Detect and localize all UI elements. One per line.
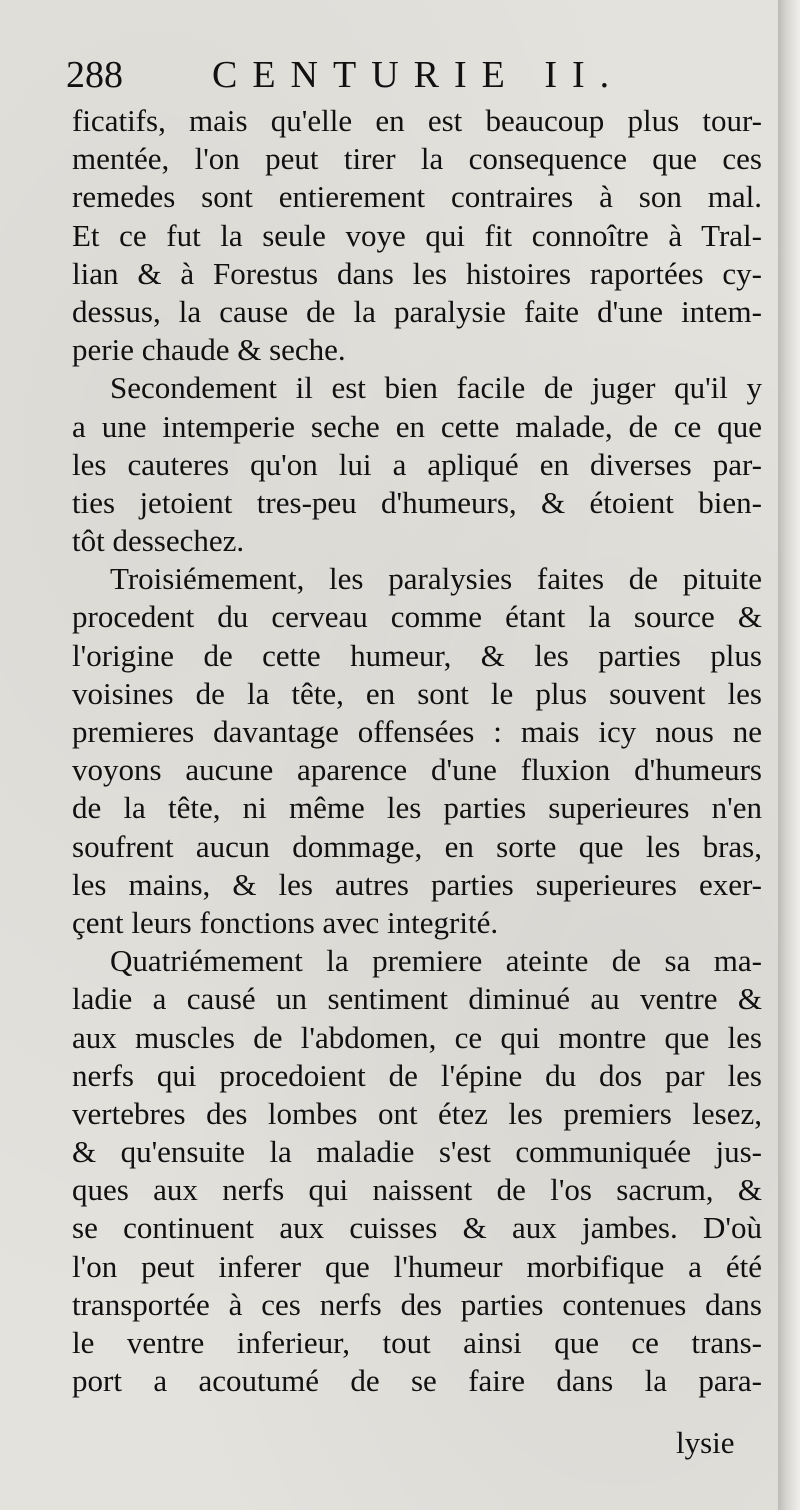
page-number: 288: [66, 54, 123, 96]
paragraph-start-line: Secondement il est bien facile de juger qu'il y: [110, 370, 762, 406]
text-line: aux muscles de l'abdomen, ce qui montre que les: [72, 1019, 762, 1055]
text-line: premieres davantage offensées : mais icy nous ne: [72, 714, 762, 749]
text-line: ladie a causé un sentiment diminué au ventre &: [72, 981, 762, 1017]
text-line: transportée à ces nerfs des parties contenues dans: [72, 1286, 762, 1322]
text-line: mentée, l'on peut tirer la consequence que ces: [72, 141, 762, 177]
text-line: ties jetoient tres-peu d'humeurs, & étoient bien-: [72, 484, 762, 520]
text-line: ques aux nerfs qui naissent de l'os sacrum, &: [72, 1172, 762, 1208]
page-header: [66, 52, 766, 98]
text-line: remedes sont entierement contraires à son mal.: [72, 179, 762, 215]
text-line: soufrent aucun dommage, en sorte que les bras,: [72, 828, 762, 864]
body-text: [72, 102, 762, 1400]
text-line: l'origine de cette humeur, & les parties plus: [72, 637, 762, 673]
text-line: les cauteres qu'on lui a apliqué en diverses par-: [72, 446, 762, 482]
text-line: perie chaude & seche.: [72, 332, 346, 368]
text-line: ficatifs, mais qu'elle en est beaucoup plus tour-: [72, 103, 762, 138]
paragraph-start-line: Troisiémement, les paralysies faites de pituite: [110, 561, 762, 597]
text-line: a une intemperie seche en cette malade, de ce que: [72, 408, 762, 444]
paragraph-start-line: Quatriémement la premiere ateinte de sa ma-: [110, 943, 762, 979]
text-line: vertebres des lombes ont étez les premiers lesez,: [72, 1095, 762, 1131]
text-line: l'on peut inferer que l'humeur morbifique a été: [72, 1248, 762, 1284]
running-title: CENTURIE II.: [212, 54, 625, 96]
text-line: voisines de la tête, en sont le plus souvent les: [72, 675, 762, 711]
text-line: nerfs qui procedoient de l'épine du dos par les: [72, 1057, 762, 1093]
text-line: se continuent aux cuisses & aux jambes. D'où: [72, 1210, 762, 1246]
text-line: port a acoutumé de se faire dans la para-: [72, 1363, 762, 1399]
text-line: çent leurs fonctions avec integrité.: [72, 904, 499, 940]
text-line: les mains, & les autres parties superieures exer-: [72, 866, 762, 902]
text-line: Et ce fut la seule voye qui fit connoître à Tral-: [72, 217, 762, 253]
text-line: le ventre inferieur, tout ainsi que ce trans-: [72, 1325, 762, 1360]
catchword: lysie: [676, 1425, 735, 1460]
text-line: procedent du cerveau comme étant la source &: [72, 599, 762, 635]
page-edge: [778, 0, 800, 1510]
text-line: de la tête, ni même les parties superieures n'en: [72, 790, 762, 826]
text-line: lian & à Forestus dans les histoires raportées cy-: [72, 255, 762, 291]
text-line: tôt dessechez.: [72, 523, 245, 559]
text-line: & qu'ensuite la maladie s'est communiquée jus-: [72, 1134, 762, 1170]
text-line: voyons aucune aparence d'une fluxion d'humeurs: [72, 752, 762, 788]
text-line: dessus, la cause de la paralysie faite d'une intem-: [72, 293, 762, 329]
